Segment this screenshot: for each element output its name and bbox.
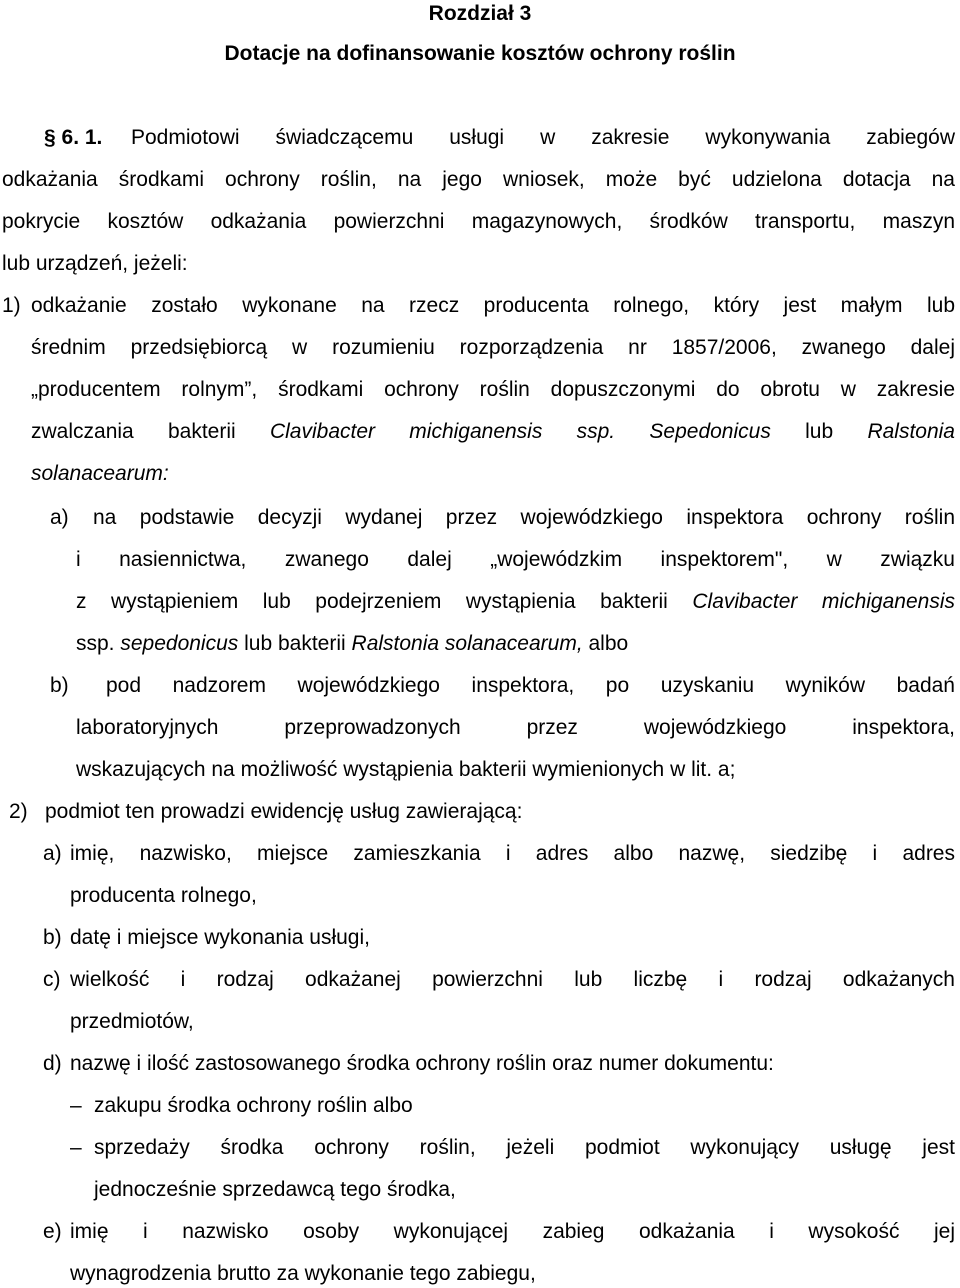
letter-line: i nasiennictwa, zwanego dalej „wojewódzkim inspektorem", w związku	[76, 548, 955, 571]
paragraph-line: lub urządzeń, jeżeli:	[2, 252, 188, 275]
species-name: Clavibacter michiganensis ssp. Sepedonicus	[269, 420, 771, 443]
letter-line: imię i nazwisko osoby wykonującej zabieg odkażania i wysokość jej	[70, 1220, 955, 1243]
indent-line: sprzedaży środka ochrony roślin, jeżeli podmiot wykonujący usługę jest	[94, 1136, 955, 1159]
letter-line: datę i miejsce wykonania usługi,	[70, 926, 370, 949]
species-name: Ralstonia solanacearum,	[351, 632, 583, 655]
dash-marker: –	[70, 1136, 82, 1159]
letter-label: a)	[43, 842, 62, 865]
letter-line: imię, nazwisko, miejsce zamieszkania i adres albo nazwę, siedzibę i adres	[70, 842, 955, 865]
chapter-heading: Rozdział 3	[428, 2, 532, 25]
species-name: Clavibacter michiganensis	[692, 590, 955, 613]
letter-line: pod nadzorem wojewódzkiego inspektora, po uzyskaniu wyników badań	[106, 674, 955, 697]
chapter-title: Dotacje na dofinansowanie kosztów ochrony roślin	[224, 42, 736, 65]
point-line	[31, 420, 955, 444]
text-run: albo	[588, 632, 629, 655]
dash-marker: –	[70, 1094, 82, 1117]
indent-line: jednocześnie sprzedawcą tego środka,	[94, 1178, 456, 1201]
point-label: 2)	[9, 800, 28, 823]
letter-line: wielkość i rodzaj odkażanej powierzchni lub liczbę i rodzaj odkażanych	[70, 968, 955, 991]
point-line: średnim przedsiębiorcą w rozumieniu rozporządzenia nr 1857/2006, zwanego dalej	[31, 336, 955, 359]
letter-label: c)	[43, 968, 61, 991]
letter-label: a)	[50, 506, 69, 529]
text-run: lub bakterii	[244, 632, 346, 655]
point-label: 1)	[2, 294, 21, 317]
indent-line: zakupu środka ochrony roślin albo	[94, 1094, 413, 1117]
species-name: Ralstonia	[867, 420, 955, 443]
point-line	[31, 462, 955, 486]
letter-label: b)	[43, 926, 62, 949]
letter-line: na podstawie decyzji wydanej przez wojewódzkiego inspektora ochrony roślin	[93, 506, 955, 529]
letter-label: b)	[50, 674, 69, 697]
paragraph-line: odkażania środkami ochrony roślin, na jego wniosek, może być udzielona dotacja na	[2, 168, 955, 191]
letter-line: przedmiotów,	[70, 1010, 194, 1033]
letter-label: d)	[43, 1052, 62, 1075]
species-name: solanacearum:	[31, 462, 169, 485]
point-line: podmiot ten prowadzi ewidencję usług zawierającą:	[45, 800, 523, 823]
letter-line: producenta rolnego,	[70, 884, 257, 907]
letter-line: nazwę i ilość zastosowanego środka ochrony roślin oraz numer dokumentu:	[70, 1052, 774, 1075]
paragraph-line: Podmiotowi świadczącemu usługi w zakresie wykonywania zabiegów	[131, 126, 955, 149]
species-name: sepedonicus	[120, 632, 239, 655]
point-line: odkażanie zostało wykonane na rzecz producenta rolnego, który jest małym lub	[31, 294, 955, 317]
paragraph-line: pokrycie kosztów odkażania powierzchni magazynowych, środków transportu, maszyn	[2, 210, 955, 233]
text-run: z wystąpieniem lub podejrzeniem wystąpienia bakterii	[76, 590, 668, 613]
text-run: ssp.	[76, 632, 115, 655]
letter-label: e)	[43, 1220, 62, 1243]
letter-line: wynagrodzenia brutto za wykonanie tego zabiegu,	[70, 1262, 536, 1285]
letter-line: laboratoryjnych przeprowadzonych przez wojewódzkiego inspektora,	[76, 716, 955, 739]
letter-line	[76, 632, 955, 656]
paragraph-number: § 6. 1.	[44, 126, 103, 149]
text-run: zwalczania bakterii	[31, 420, 236, 443]
letter-line	[76, 590, 955, 614]
point-line: „producentem rolnym”, środkami ochrony roślin dopuszczonymi do obrotu w zakresie	[31, 378, 955, 401]
text-run: lub	[805, 420, 834, 443]
letter-line: wskazujących na możliwość wystąpienia bakterii wymienionych w lit. a;	[76, 758, 736, 781]
